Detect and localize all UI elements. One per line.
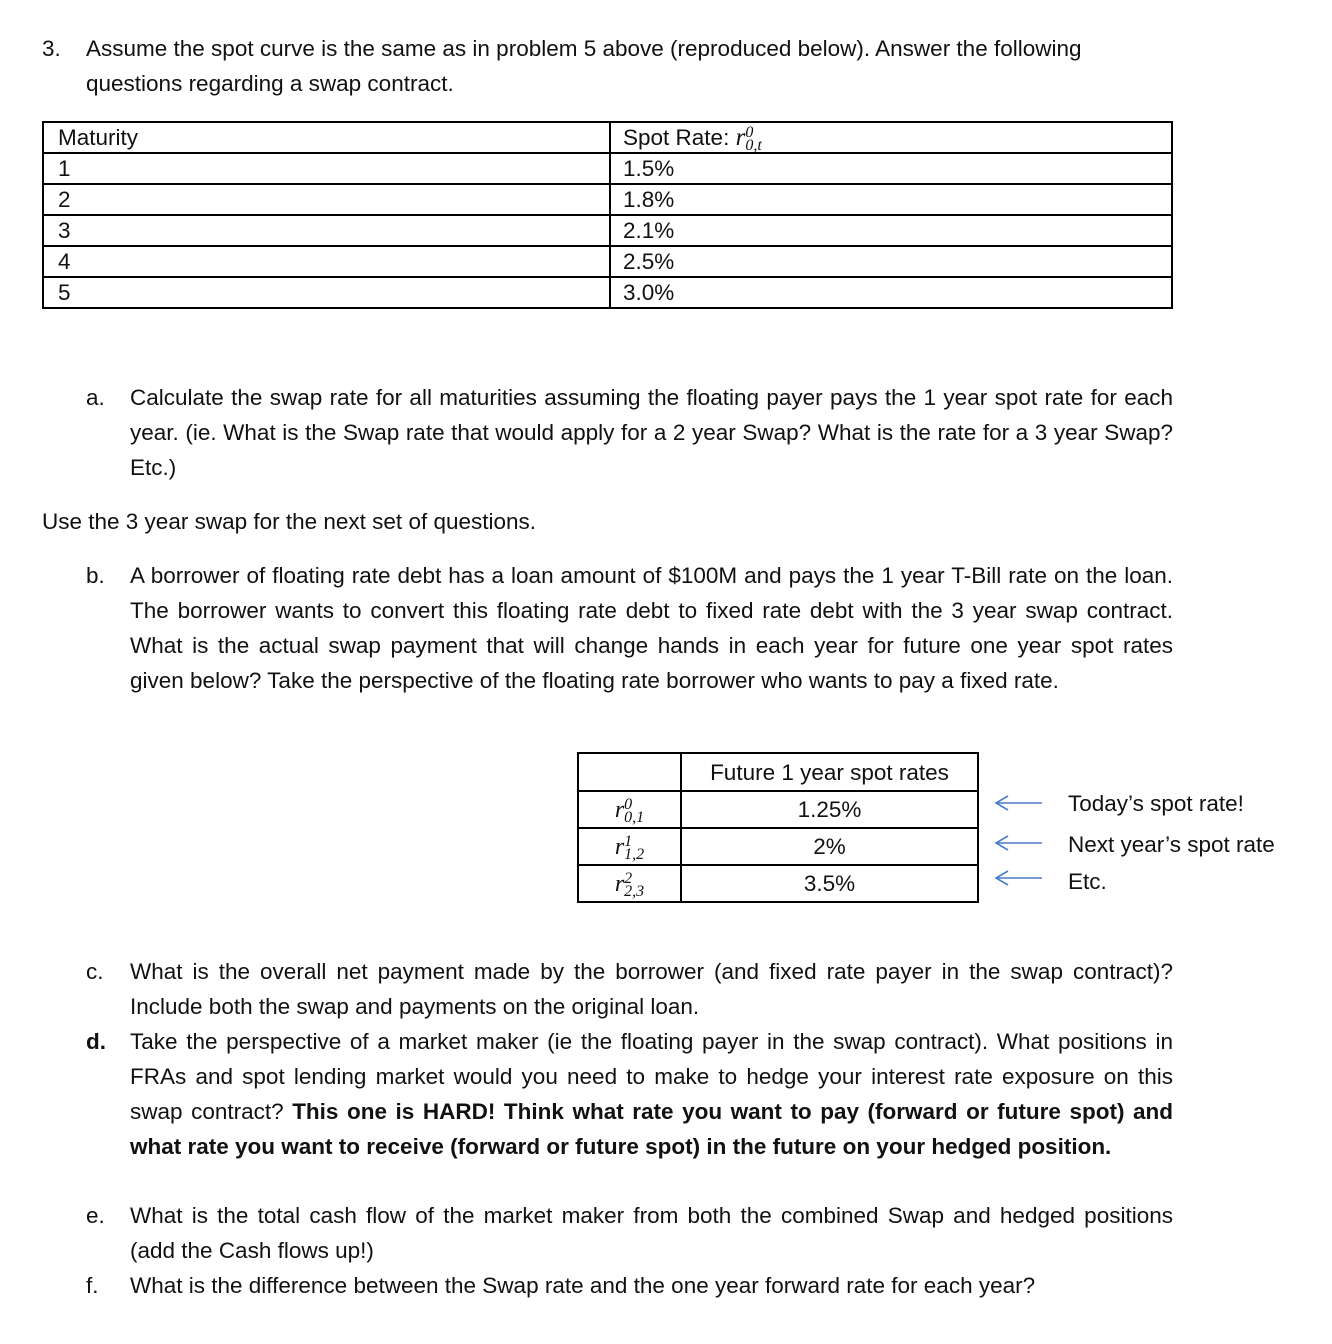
rate-symbol: r	[614, 834, 625, 860]
future-rate-cell: 2%	[681, 828, 978, 865]
rate-indices	[624, 870, 645, 901]
note-next-year: Next year’s spot rate	[1068, 832, 1275, 857]
item-f-text: What is the difference between the Swap rate and the one year forward rate for each year?	[130, 1273, 1036, 1298]
table-row	[578, 828, 978, 865]
spot-rate-symbol: r	[735, 124, 746, 151]
spot-rate-header	[610, 122, 1172, 153]
rate-symbol: r	[614, 797, 625, 823]
future-table-header-row	[578, 753, 978, 791]
item-e-text: What is the total cash flow of the market maker from both the combined Swap and hedged positions (add the Cash flows up!)	[130, 1203, 1173, 1263]
left-arrow-icon	[994, 834, 1044, 852]
table-row	[43, 277, 1172, 308]
maturity-cell: 4	[43, 246, 610, 277]
item-d-plain-text: Take the perspective of a market maker (ie the floating payer in the swap contract). What positions in FRAs and spot lending market would you need to make to hedge your interest rate exposure on this swap contract?	[130, 1029, 1173, 1124]
future-table-corner	[578, 753, 681, 791]
spot-rate-sub: 0,t	[745, 137, 762, 155]
question-number: 3.	[42, 36, 61, 61]
item-c-text: What is the overall net payment made by the borrower (and fixed rate payer in the swap contract)? Include both the swap and payments on the original loan.	[130, 959, 1173, 1019]
table-row	[578, 791, 978, 828]
maturity-cell: 2	[43, 184, 610, 215]
maturity-cell: 5	[43, 277, 610, 308]
item-c-letter: c.	[86, 959, 104, 984]
note-today: Today’s spot rate!	[1068, 791, 1244, 816]
spot-rate-header-label: Spot Rate:	[623, 125, 736, 150]
rate-symbol-cell	[578, 791, 681, 828]
rate-cell: 2.1%	[610, 215, 1172, 246]
spot-rate-indices	[745, 124, 762, 155]
item-b-text: A borrower of floating rate debt has a loan amount of $100M and pays the 1 year T-Bill rate on the loan. The borrower wants to convert this floating rate debt to fixed rate debt with the 3 year swap contract. What is the actual swap payment that will change hands in each year for future one year spot rates given below? Take the perspective of the floating rate borrower who wants to pay a fixed rate.	[130, 563, 1173, 693]
future-rate-cell: 3.5%	[681, 865, 978, 902]
spot-rate-sup: 0	[745, 124, 754, 142]
rate-sub: 2,3	[624, 883, 645, 901]
left-arrow-icon	[994, 794, 1044, 812]
item-d-letter: d.	[86, 1029, 106, 1054]
spot-table-header-row	[43, 122, 1172, 153]
rate-cell: 1.8%	[610, 184, 1172, 215]
table-row	[43, 246, 1172, 277]
item-d-text	[130, 1024, 1173, 1164]
rate-symbol-cell	[578, 865, 681, 902]
item-a-letter: a.	[86, 385, 105, 410]
table-row	[43, 215, 1172, 246]
maturity-header: Maturity	[43, 122, 610, 153]
item-b-letter: b.	[86, 563, 105, 588]
item-f-letter: f.	[86, 1273, 99, 1298]
rate-sup: 0	[624, 796, 633, 814]
item-d-bold-text: This one is HARD! Think what rate you want to pay (forward or future spot) and what rate you want to receive (forward or future spot) in the future on your hedged position.	[130, 1099, 1173, 1159]
table-row	[578, 865, 978, 902]
future-rate-cell: 1.25%	[681, 791, 978, 828]
rate-sub: 1,2	[624, 846, 645, 864]
rate-symbol: r	[614, 871, 625, 897]
rate-sub: 0,1	[624, 809, 645, 827]
item-e-letter: e.	[86, 1203, 105, 1228]
item-a-text: Calculate the swap rate for all maturities assuming the floating payer pays the 1 year spot rate for each year. (ie. What is the Swap rate that would apply for a 2 year Swap? What is the rate for a 3 year Swap? Etc.)	[130, 385, 1173, 480]
rate-cell: 2.5%	[610, 246, 1172, 277]
use-note: Use the 3 year swap for the next set of questions.	[42, 509, 537, 534]
left-arrow-icon	[994, 869, 1044, 887]
rate-sup: 1	[624, 833, 633, 851]
rate-indices	[624, 796, 645, 827]
maturity-cell: 1	[43, 153, 610, 184]
future-rates-table	[577, 752, 979, 903]
rate-symbol-cell	[578, 828, 681, 865]
spot-rate-table	[42, 121, 1173, 309]
rate-cell: 1.5%	[610, 153, 1172, 184]
table-row	[43, 153, 1172, 184]
rate-sup: 2	[624, 870, 633, 888]
table-row	[43, 184, 1172, 215]
future-rates-header: Future 1 year spot rates	[681, 753, 978, 791]
rate-indices	[624, 833, 645, 864]
maturity-cell: 3	[43, 215, 610, 246]
note-etc: Etc.	[1068, 869, 1107, 894]
question-text: Assume the spot curve is the same as in problem 5 above (reproduced below). Answer the following questions regarding a swap contract.	[86, 36, 1082, 96]
rate-cell: 3.0%	[610, 277, 1172, 308]
